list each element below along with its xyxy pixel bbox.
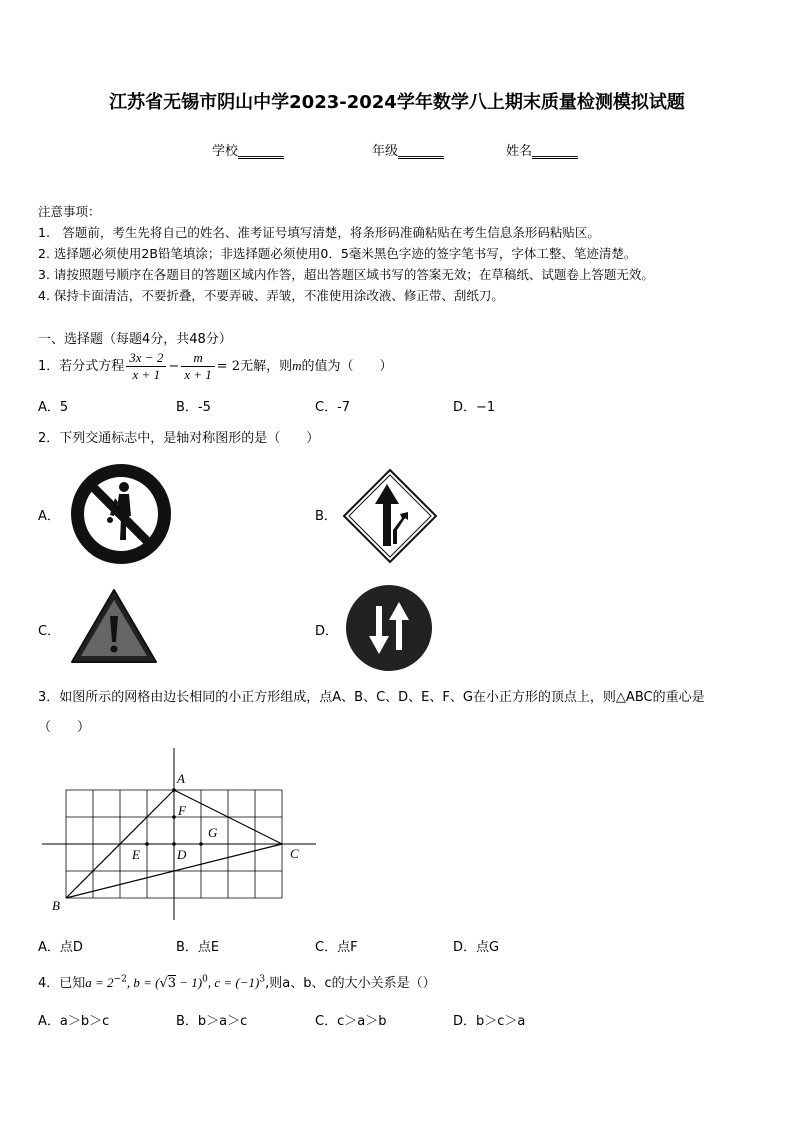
point-g xyxy=(199,842,203,846)
point-f xyxy=(172,815,176,819)
question-1: 1．若分式方程 $\frac{3x - 2}{x + 1}$ − $\frac{m}{x + 1}$ = 2无解，则m的值为（ ） xyxy=(38,350,393,382)
name-blank: _______ xyxy=(532,143,578,158)
q3-option-b[interactable]: B．点E xyxy=(176,940,220,955)
grade-field xyxy=(372,140,444,159)
q2-label-c[interactable]: C． xyxy=(38,624,61,639)
school-label: 学校 xyxy=(212,144,239,159)
q4-root: 3 xyxy=(167,976,177,991)
q1-suffix-b: 的值为（ ） xyxy=(301,359,393,374)
grade-blank: _______ xyxy=(398,143,444,158)
warning-sign-icon xyxy=(70,588,158,664)
q4-text-a: 4．已知 xyxy=(38,976,86,991)
q2-label-a[interactable]: A． xyxy=(38,509,60,524)
q4-option-a[interactable]: A．a＞b＞c xyxy=(38,1014,110,1029)
q4-option-c[interactable]: C．c＞a＞b xyxy=(315,1014,387,1029)
notice-item: 1. 答题前，考生先将自己的姓名、准考证号填写清楚，将条形码准确粘贴在考生信息条形码粘贴区。 xyxy=(38,225,600,240)
label-a: A xyxy=(177,771,185,786)
grid-triangle-figure xyxy=(36,744,326,920)
q2-label-d[interactable]: D． xyxy=(315,624,339,639)
no-pedestrian-sign-icon xyxy=(66,460,176,568)
q1-option-d[interactable]: D．−1 xyxy=(453,400,496,415)
q1-option-c[interactable]: C．-7 xyxy=(315,400,351,415)
label-e: E xyxy=(132,847,140,862)
question-3: 3．如图所示的网格由边长相同的小正方形组成，点A、B、C、D、E、F、G在小正方形的顶点上，则△ABC的重心是 xyxy=(38,690,705,705)
section-heading: 一、选择题（每题4分，共48分） xyxy=(38,332,232,347)
name-label: 姓名 xyxy=(506,144,533,159)
name-field xyxy=(506,140,578,159)
page-title: 江苏省无锡市阴山中学2023-2024学年数学八上期末质量检测模拟试题 xyxy=(109,92,685,113)
q4-text-b: ,则a、b、c的大小关系是（） xyxy=(265,976,436,991)
two-way-traffic-sign-icon xyxy=(345,584,433,672)
label-f: F xyxy=(178,803,186,818)
q4-option-b[interactable]: B．b＞a＞c xyxy=(176,1014,248,1029)
school-field xyxy=(212,140,284,159)
merge-lane-sign-icon xyxy=(342,468,438,564)
question-2: 2．下列交通标志中，是轴对称图形的是（ ） xyxy=(38,431,320,446)
q1-fraction-2: $\frac{m}{x + 1}$ xyxy=(181,350,215,383)
notice-item: 4. 保持卡面清洁，不要折叠，不要弄破、弄皱，不准使用涂改液、修正带、刮纸刀。 xyxy=(38,288,504,303)
q1-prefix: 1．若分式方程 xyxy=(38,359,125,374)
q3-option-d[interactable]: D．点G xyxy=(453,940,500,955)
point-a xyxy=(172,788,176,792)
point-e xyxy=(145,842,149,846)
q3-paren: （ ） xyxy=(38,720,91,735)
q1-option-b[interactable]: B．-5 xyxy=(176,400,211,415)
label-g: G xyxy=(208,825,218,840)
label-c: C xyxy=(290,846,299,861)
q3-option-a[interactable]: A．点D xyxy=(38,940,83,955)
q1-equals: = 2 xyxy=(216,359,241,374)
q1-suffix-a: 无解，则 xyxy=(240,359,293,374)
label-d: D xyxy=(177,847,187,862)
grade-label: 年级 xyxy=(372,144,399,159)
notice-item: 3. 请按照题号顺序在各题目的答题区域内作答，超出答题区域书写的答案无效；在草稿纸、试题卷上答题无效。 xyxy=(38,267,654,282)
q2-label-b[interactable]: B． xyxy=(315,509,337,524)
q1-fraction-1: $\frac{3x - 2}{x + 1}$ xyxy=(126,350,166,383)
q1-option-a[interactable]: A．5 xyxy=(38,400,69,415)
point-d xyxy=(172,842,176,846)
notice-heading: 注意事项： xyxy=(38,204,101,219)
q3-option-c[interactable]: C．点F xyxy=(315,940,358,955)
notice-item: 2. 选择题必须使用2B铅笔填涂；非选择题必须使用0．5毫米黑色字迹的签字笔书写，字体工整、笔迹清楚。 xyxy=(38,246,637,261)
q1-var: m xyxy=(292,358,302,373)
school-blank: _______ xyxy=(238,143,284,158)
label-b: B xyxy=(52,898,60,913)
q4-expr-a: a = 2 xyxy=(85,975,114,990)
question-4: 4．已知$a = 2^{-2}$, $b = (√3 - 1)^0$, $c = (-1)^3$,则a、b、c的大小关系是（） xyxy=(38,974,436,991)
sqrt-symbol: √ xyxy=(159,976,168,991)
q4-option-d[interactable]: D．b＞c＞a xyxy=(453,1014,526,1029)
